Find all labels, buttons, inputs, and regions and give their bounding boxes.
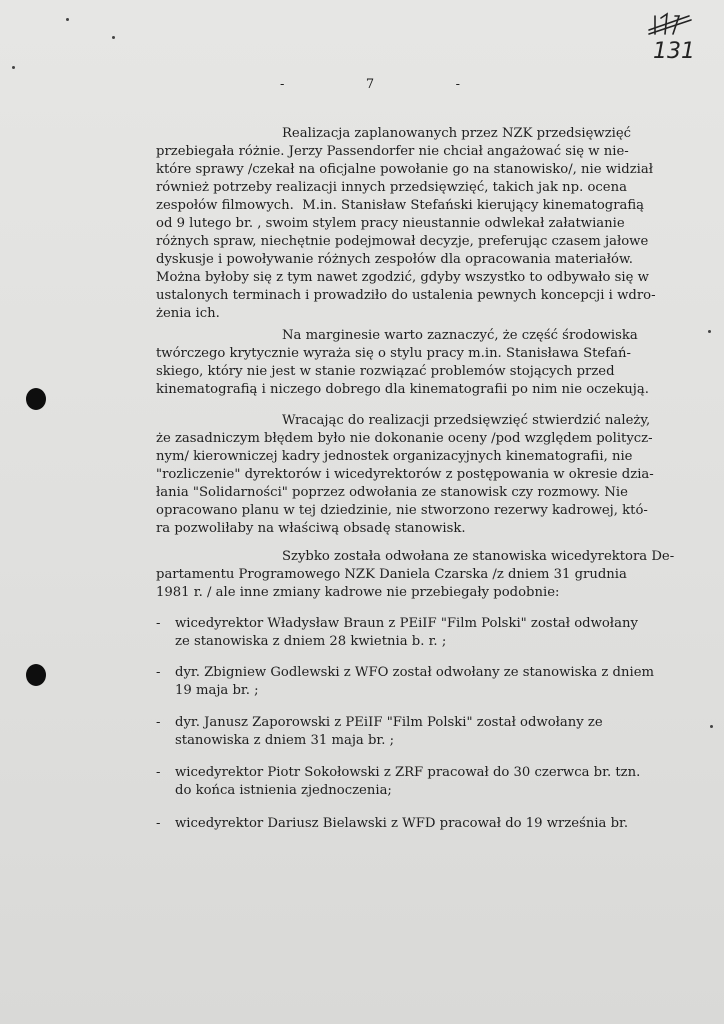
paragraph-1: [156, 125, 711, 323]
text-line: żenia ich.: [156, 306, 220, 321]
scan-speck: [12, 66, 15, 69]
text-line: skiego, który nie jest w stanie rozwiązać problemów stojących przed: [156, 364, 615, 379]
scan-speck: [708, 330, 711, 333]
text-line: Wracając do realizacji przedsięwzięć stwierdzić należy,: [282, 413, 651, 428]
text-line: wicedyrektor Dariusz Bielawski z WFD pracował do 19 września br.: [175, 816, 629, 831]
text-line: łania "Solidarności" poprzez odwołania ze stanowisk czy rozmowy. Nie: [156, 485, 628, 500]
text-line: nym/ kierowniczej kadry jednostek organizacyjnych kinematografii, nie: [156, 449, 633, 464]
text-line: które sprawy /czekał na oficjalne powołanie go na stanowisko/, nie widział: [156, 162, 653, 177]
text-line: "rozliczenie" dyrektorów i wicedyrektorów z postępowania w okresie dzia-: [156, 467, 654, 482]
text-line: partamentu Programowego NZK Daniela Czarska /z dniem 31 grudnia: [156, 567, 627, 582]
scan-speck: [66, 18, 69, 21]
text-line: wicedyrektor Piotr Sokołowski z ZRF pracował do 30 czerwca br. tzn.: [175, 765, 641, 780]
page-header: [280, 77, 460, 93]
punch-hole: [26, 388, 46, 410]
text-line: również potrzeby realizacji innych przedsięwzięć, takich jak np. ocena: [156, 180, 627, 195]
text-line: Na marginesie warto zaznaczyć, że część środowiska: [282, 328, 638, 343]
text-line: różnych spraw, niechętnie podejmował decyzje, preferując czasem jałowe: [156, 234, 649, 249]
paragraph-2: [156, 327, 711, 399]
header-dash-right: -: [455, 77, 460, 92]
paragraph-3: [156, 412, 711, 538]
text-line: twórczego krytycznie wyraża się o stylu pracy m.in. Stanisława Stefań-: [156, 346, 631, 361]
text-line: Można byłoby się z tym nawet zgodzić, gdyby wszystko to odbywało się w: [156, 270, 649, 285]
text-line: ze stanowiska z dniem 28 kwietnia b. r. ;: [175, 634, 447, 649]
text-line: stanowiska z dniem 31 maja br. ;: [175, 733, 395, 748]
text-line: dyr. Zbigniew Godlewski z WFO został odwołany ze stanowiska z dniem: [175, 665, 655, 680]
text-line: do końca istnienia zjednoczenia;: [175, 783, 392, 798]
text-line: Realizacja zaplanowanych przez NZK przedsięwzięć: [282, 126, 632, 141]
header-dash-left: -: [280, 77, 285, 92]
text-line: 1981 r. / ale inne zmiany kadrowe nie przebiegały podobnie:: [156, 585, 560, 600]
text-line: zespołów filmowych. M.in. Stanisław Stefański kierujący kinematografią: [156, 198, 645, 213]
list-dash: -: [156, 816, 161, 831]
scan-speck: [112, 36, 115, 39]
text-line: opracowano planu w tej dziedzinie, nie stworzono rezerwy kadrowej, któ-: [156, 503, 648, 518]
text-line: dyskusje i powoływanie różnych zespołów dla opracowania materiałów.: [156, 252, 633, 267]
list-dash: -: [156, 715, 161, 730]
text-line: przebiegała różnie. Jerzy Passendorfer nie chciał angażować się w nie-: [156, 144, 629, 159]
text-line: wicedyrektor Władysław Braun z PEiIF "Film Polski" został odwołany: [175, 616, 638, 631]
archive-number-annotation: [645, 8, 707, 68]
text-line: ra pozwoliłaby na właściwą obsadę stanowisk.: [156, 521, 466, 536]
list-dash: -: [156, 765, 161, 780]
scan-speck: [710, 725, 713, 728]
archive-number: 131: [653, 39, 695, 64]
text-line: od 9 lutego br. , swoim stylem pracy nieustannie odwlekał załatwianie: [156, 216, 625, 231]
list-dash: -: [156, 665, 161, 680]
text-line: dyr. Janusz Zaporowski z PEiIF "Film Polski" został odwołany ze: [175, 715, 603, 730]
text-line: 19 maja br. ;: [175, 683, 259, 698]
text-line: że zasadniczym błędem było nie dokonanie oceny /pod względem politycz-: [156, 431, 653, 446]
paragraph-4: [156, 548, 711, 602]
text-line: Szybko została odwołana ze stanowiska wicedyrektora De-: [282, 549, 675, 564]
punch-hole: [26, 664, 46, 686]
text-line: ustalonych terminach i prowadziło do ustalenia pewnych koncepcji i wdro-: [156, 288, 656, 303]
text-line: kinematografią i niczego dobrego dla kinematografii po nim nie oczekują.: [156, 382, 649, 397]
list-dash: -: [156, 616, 161, 631]
page-number: 7: [365, 77, 375, 92]
